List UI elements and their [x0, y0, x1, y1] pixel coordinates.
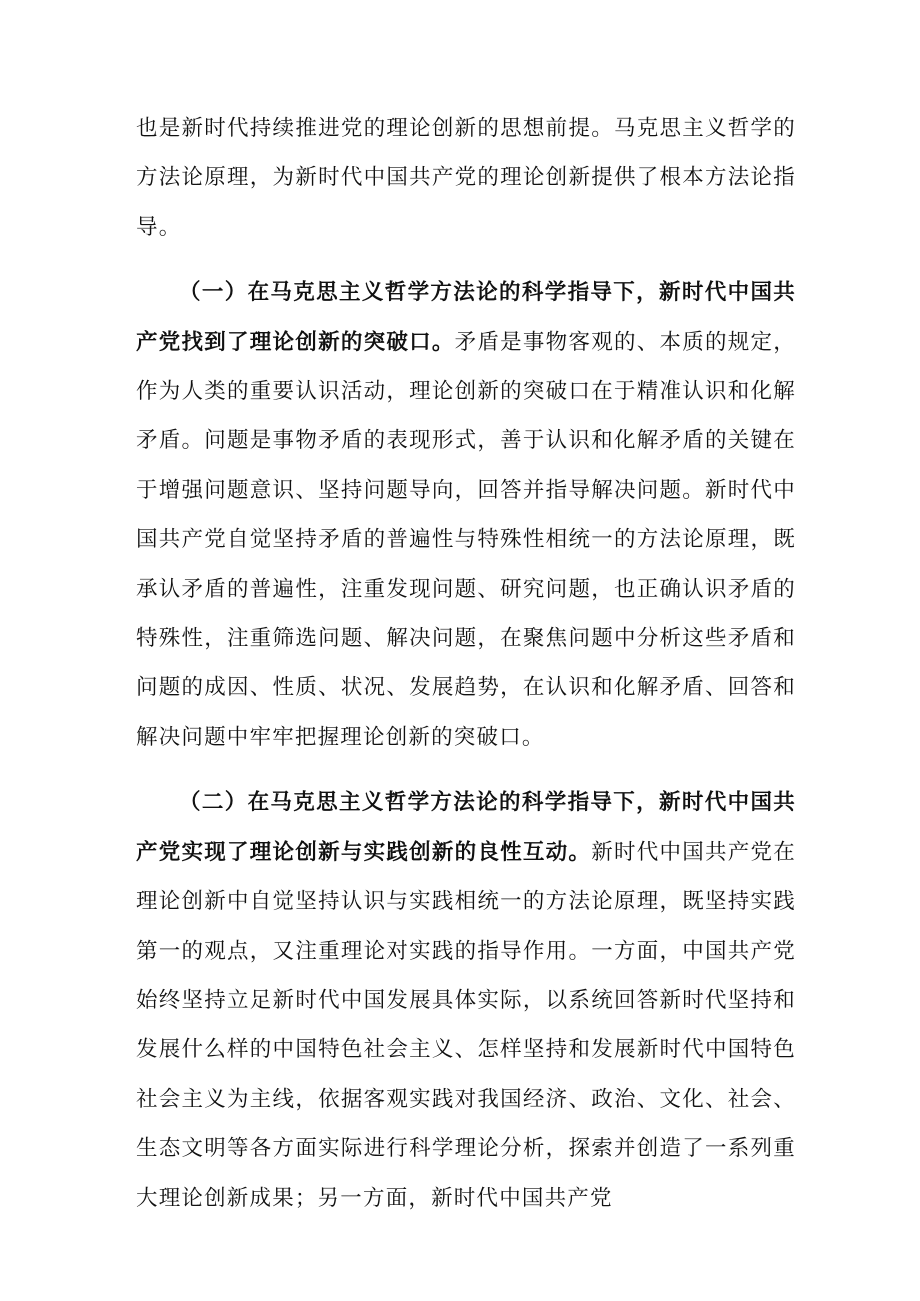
paragraph-body: 新时代中国共产党在理论创新中自觉坚持认识与实践相统一的方法论原理，既坚持实践第一的观点，又注重理论对实践的指导作用。一方面，中国共产党始终坚持立足新时代中国发展具体实际，以系统回答新时代坚持和发展什么样的中国特色社会主义、怎样坚持和发展新时代中国特色社会主义为主线，依据客观实践对我国经济、政治、文化、社会、生态文明等各方面实际进行科学理论分析，探索并创造了一系列重大理论创新成果；另一方面，新时代中国共产党	[136, 839, 796, 1211]
paragraph-section-1	[136, 268, 796, 762]
document-page	[136, 104, 796, 1239]
section-heading: （一）在马克思主义哲学方法论的科学指导下，新时代中国共产党找到了理论创新的突破口。	[136, 280, 796, 355]
paragraph-intro	[136, 104, 796, 252]
paragraph-section-2	[136, 778, 796, 1223]
section-heading: （二）在马克思主义哲学方法论的科学指导下，新时代中国共产党实现了理论创新与实践创新的良性互动。	[136, 790, 796, 865]
paragraph-body: 也是新时代持续推进党的理论创新的思想前提。马克思主义哲学的方法论原理，为新时代中国共产党的理论创新提供了根本方法论指导。	[136, 116, 796, 240]
paragraph-body: 矛盾是事物客观的、本质的规定，作为人类的重要认识活动，理论创新的突破口在于精准认识和化解矛盾。问题是事物矛盾的表现形式，善于认识和化解矛盾的关键在于增强问题意识、坚持问题导向，回答并指导解决问题。新时代中国共产党自觉坚持矛盾的普遍性与特殊性相统一的方法论原理，既承认矛盾的普遍性，注重发现问题、研究问题，也正确认识矛盾的特殊性，注重筛选问题、解决问题，在聚焦问题中分析这些矛盾和问题的成因、性质、状况、发展趋势，在认识和化解矛盾、回答和解决问题中牢牢把握理论创新的突破口。	[136, 329, 796, 750]
